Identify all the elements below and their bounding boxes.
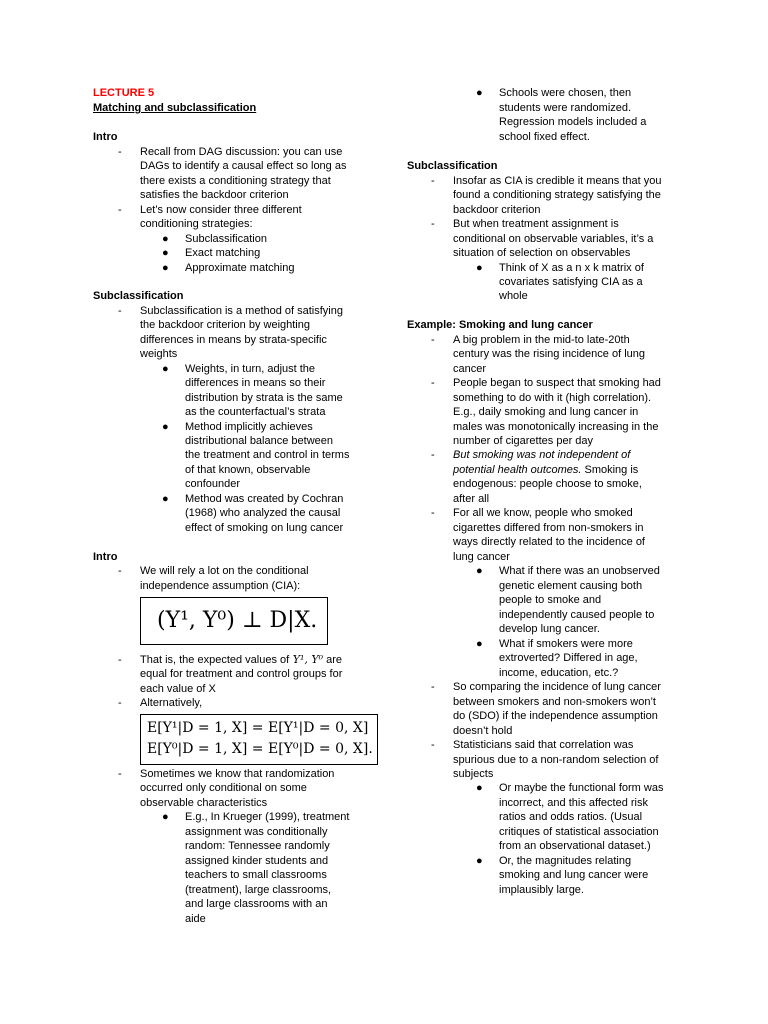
text-line [140,696,202,710]
dash-marker [431,217,435,231]
bullet-glyph: ● [476,87,483,99]
line-text: independence assumption (CIA): [140,580,301,592]
text-line [499,130,590,144]
text-line [140,796,267,810]
line-text: people to smoke and [499,594,602,606]
line-text: Let’s now consider three different [140,204,302,216]
dash-marker [431,376,435,390]
line-text: develop lung cancer. [499,623,600,635]
text-line [499,289,528,303]
line-text: Subclassification [93,290,184,302]
text-line [499,86,631,100]
text-line [453,188,661,202]
text-line [453,709,658,723]
line-text: spurious due to a non-random selection of [453,754,659,766]
line-text: What if smokers were more [499,638,633,650]
line-text: distributional balance between [185,435,333,447]
alt-equation-line-1 [147,718,368,738]
line-text: equal for treatment and control groups for [140,668,343,680]
text-line [185,810,349,824]
text-line [453,203,540,217]
bullet-icon [476,781,483,795]
line-text: after all [453,493,490,505]
alt-equation-text-1: E[Y¹|D = 1, X] = E[Y¹|D = 0, X] [147,720,369,736]
line-text: aide [185,913,206,925]
text-line [140,145,342,159]
text-line [140,682,216,696]
dash-marker [118,304,122,318]
section-heading [93,101,256,115]
text-line [499,666,618,680]
bullet-glyph: ● [162,493,169,505]
line-text: Exact matching [185,247,261,259]
dash-marker [118,564,122,578]
text-line [453,753,658,767]
text-line [185,448,349,462]
section-heading [93,130,117,144]
text-line [453,680,661,694]
line-text: E.g., In Krueger (1999), treatment [185,811,350,823]
text-line [185,854,328,868]
line-text: observable characteristics [140,797,268,809]
line-text: Intro [93,551,118,563]
text-line [499,275,643,289]
bullet-icon [476,564,483,578]
text-line [453,333,630,347]
line-text: the treatment and control in terms [185,449,350,461]
alt-equation-text-2: E[Y⁰|D = 1, X] = E[Y⁰|D = 0, X]. [147,741,373,757]
text-line [453,724,512,738]
text-line [453,405,638,419]
line-text: ways directly related to the incidence of [453,536,645,548]
dash-marker [118,696,122,710]
line-text: (treatment), large classrooms, [185,884,332,896]
text-line [499,608,654,622]
text-line [185,420,313,434]
section-heading [407,159,497,173]
text-line [499,810,642,824]
line-text: LECTURE 5 [93,87,155,99]
text-line [453,767,493,781]
text-line [185,434,333,448]
line-text: covariates satisfying CIA as a [499,276,643,288]
line-text: assignment was conditionally [185,826,328,838]
line-text: Matching and subclassification [93,102,257,114]
line-text: Approximate matching [185,262,295,274]
text-line [499,651,638,665]
cia-equation [157,608,317,634]
line-suffix: are [323,654,343,666]
line-text: occurred only conditional on some [140,782,307,794]
line-text: Regression models included a [499,116,647,128]
line-suffix: Smoking is [581,464,639,476]
text-line [499,796,648,810]
line-text: Alternatively, [140,697,203,709]
bullet-glyph: ● [162,262,169,274]
text-line [453,535,645,549]
text-line [453,695,656,709]
text-line [453,550,510,564]
line-text: Statisticians said that correlation was [453,739,634,751]
text-line [185,492,343,506]
line-text: extroverted? Differed in age, [499,652,638,664]
line-text: - [118,305,122,317]
line-text: People began to suspect that smoking had [453,377,661,389]
line-text: - [118,146,122,158]
line-text: - [431,739,435,751]
text-line [499,868,648,882]
line-text: differences in means so their [185,377,326,389]
cia-equation-box [140,597,328,645]
section-heading [93,550,117,564]
alt-equation-box [140,714,378,765]
text-line [499,564,660,578]
bullet-glyph: ● [476,782,483,794]
text-line [185,261,294,275]
line-text: cancer [453,363,487,375]
line-text: - [431,334,435,346]
line-text: - [118,654,122,666]
text-line [499,622,600,636]
text-line [140,188,289,202]
text-line [499,115,646,129]
line-text: genetic element causing both [499,580,643,592]
line-text: (1968) who analyzed the causal [185,507,341,519]
dash-marker [431,738,435,752]
line-text: number of cigarettes per day [453,435,594,447]
text-line [185,405,325,419]
line-text: endogenous: people choose to smoke, [453,478,642,490]
line-text: Sometimes we know that randomization [140,768,335,780]
line-text: something to do with it (high correlation). [453,392,652,404]
text-line [453,174,662,188]
line-text: Example: Smoking and lung cancer [407,319,593,331]
text-line [499,825,659,839]
line-text: males was monotonically increasing in the [453,421,659,433]
text-line [185,883,331,897]
bullet-icon [162,246,169,260]
text-line [453,376,661,390]
line-text: Subclassification is a method of satisfying [140,305,343,317]
dash-marker [431,506,435,520]
line-text: For all we know, people who smoked [453,507,633,519]
text-line [499,579,642,593]
line-text: Method implicitly achieves [185,421,313,433]
bullet-glyph: ● [476,262,483,274]
line-text: - [118,697,122,709]
line-text: potential health outcomes. [453,464,582,476]
text-line [499,637,633,651]
line-text: But when treatment assignment is [453,218,619,230]
line-text: That is, the expected values of [140,654,290,666]
text-line [185,376,325,390]
line-text: of that known, observable [185,464,311,476]
text-line [185,868,327,882]
text-line [185,246,260,260]
line-text: assigned kinder students and [185,855,329,867]
section-heading [93,289,183,303]
text-line [453,463,638,477]
line-text: doesn’t hold [453,725,513,737]
line-text: do (SDO) if the independence assumption [453,710,658,722]
dash-marker [118,653,122,667]
text-line [185,912,206,926]
text-line [140,579,300,593]
text-line [453,521,644,535]
line-text: ratios and odds ratios. (Usual [499,811,643,823]
bullet-icon [162,492,169,506]
bullet-icon [476,86,483,100]
text-line [499,854,631,868]
line-text: confounder [185,478,241,490]
text-line [185,463,310,477]
line-text: But smoking was not independent of [453,449,631,461]
line-text: - [118,204,122,216]
text-line [453,362,486,376]
line-text: Think of X as a n x k matrix of [499,262,644,274]
dash-marker [118,203,122,217]
text-line [140,653,342,667]
bullet-icon [162,232,169,246]
bullet-icon [476,637,483,651]
text-line [453,477,642,491]
line-text: Subclassification [185,233,267,245]
line-text: the backdoor criterion by weighting [140,319,310,331]
line-text: smoking and lung cancer were [499,869,649,881]
text-line [499,839,651,853]
text-line [185,362,315,376]
bullet-glyph: ● [162,421,169,433]
line-text: differences in means by strata-specific [140,334,327,346]
line-text: implausibly large. [499,884,584,896]
line-text: We will rely a lot on the conditional [140,565,309,577]
dash-marker [431,333,435,347]
line-text: between smokers and non-smokers won’t [453,696,656,708]
line-text: DAGs to identify a causal effect so long as [140,160,347,172]
line-text: Method was created by Cochran [185,493,344,505]
line-text: - [431,218,435,230]
bullet-icon [476,261,483,275]
text-line [453,391,651,405]
line-text: critiques of statistical association [499,826,659,838]
text-line [453,232,653,246]
line-text: - [431,681,435,693]
line-text: So comparing the incidence of lung cancer [453,681,661,693]
line-text: - [431,507,435,519]
line-text: school fixed effect. [499,131,590,143]
text-line [499,101,631,115]
line-text: random: Tennessee randomly [185,840,330,852]
text-line [185,839,330,853]
section-heading [93,86,154,100]
line-text: whole [499,290,528,302]
bullet-icon [476,854,483,868]
line-text: lung cancer [453,551,510,563]
line-text: - [118,768,122,780]
line-text: distribution by strata is the same [185,392,343,404]
line-text: - [431,449,435,461]
text-line [185,391,343,405]
line-text: Insofar as CIA is credible it means that you [453,175,662,187]
line-text: A big problem in the mid-to late-20th [453,334,630,346]
line-text: and large classrooms with an [185,898,328,910]
line-text: as the counterfactual’s strata [185,406,326,418]
line-text: income, education, etc.? [499,667,619,679]
line-text: situation of selection on observables [453,247,631,259]
bullet-icon [162,810,169,824]
text-line [453,347,645,361]
line-text: satisfies the backdoor criterion [140,189,289,201]
dash-marker [431,174,435,188]
text-line [140,781,307,795]
text-line [140,347,177,361]
dash-marker [118,767,122,781]
text-line [140,159,346,173]
text-line [185,232,267,246]
section-heading [407,318,593,332]
text-line [140,174,331,188]
text-line [453,217,619,231]
text-line [499,593,601,607]
bullet-glyph: ● [476,565,483,577]
bullet-icon [162,362,169,376]
line-text: found a conditioning strategy satisfying the [453,189,661,201]
line-text: students were randomized. [499,102,632,114]
cia-equation-text: (Y¹, Y⁰) ⊥ D|X. [157,608,318,633]
line-text: conditional on observable variables, it’s a [453,233,654,245]
line-text: Weights, in turn, adjust the [185,363,316,375]
bullet-glyph: ● [162,363,169,375]
bullet-icon [162,420,169,434]
text-line [140,217,253,231]
line-text: - [431,175,435,187]
line-text: E.g., daily smoking and lung cancer in [453,406,639,418]
bullet-glyph: ● [476,855,483,867]
line-text: Or, the magnitudes relating [499,855,632,867]
line-text: What if there was an unobserved [499,565,660,577]
bullet-glyph: ● [162,233,169,245]
dash-marker [431,680,435,694]
text-line [453,434,593,448]
text-line [185,521,343,535]
text-line [140,203,302,217]
line-text: effect of smoking on lung cancer [185,522,344,534]
line-text: - [118,565,122,577]
text-line [140,564,309,578]
line-text: conditioning strategies: [140,218,253,230]
text-line [140,333,327,347]
line-text: incorrect, and this affected risk [499,797,648,809]
line-text: - [431,377,435,389]
dash-marker [118,145,122,159]
text-line [185,506,340,520]
text-line [453,420,658,434]
dash-marker [431,448,435,462]
line-text: teachers to small classrooms [185,869,327,881]
bullet-glyph: ● [162,811,169,823]
text-line [453,506,633,520]
alt-equation-line-2 [147,739,373,759]
inline-math: Y¹, Y⁰ [292,653,324,666]
text-line [185,477,240,491]
text-line [453,492,489,506]
line-text: Schools were chosen, then [499,87,632,99]
line-text: subjects [453,768,494,780]
text-line [140,767,334,781]
text-line [453,738,633,752]
bullet-glyph: ● [162,247,169,259]
line-text: weights [140,348,178,360]
text-line [140,667,342,681]
text-line [453,246,630,260]
text-line [140,304,343,318]
text-line [499,883,584,897]
line-text: Recall from DAG discussion: you can use [140,146,343,158]
line-text: from an observational dataset.) [499,840,651,852]
bullet-glyph: ● [476,638,483,650]
line-text: Subclassification [407,160,498,172]
line-text: century was the rising incidence of lung [453,348,645,360]
line-text: Intro [93,131,118,143]
bullet-icon [162,261,169,275]
line-text: backdoor criterion [453,204,541,216]
line-text: Or maybe the functional form was [499,782,664,794]
text-line [185,897,327,911]
line-text: each value of X [140,683,216,695]
text-line [140,318,310,332]
line-text: independently caused people to [499,609,655,621]
line-text: cigarettes differed from non-smokers in [453,522,644,534]
text-line [185,825,327,839]
text-line [453,448,630,462]
text-line [499,781,663,795]
text-line [499,261,644,275]
line-text: there exists a conditioning strategy that [140,175,331,187]
